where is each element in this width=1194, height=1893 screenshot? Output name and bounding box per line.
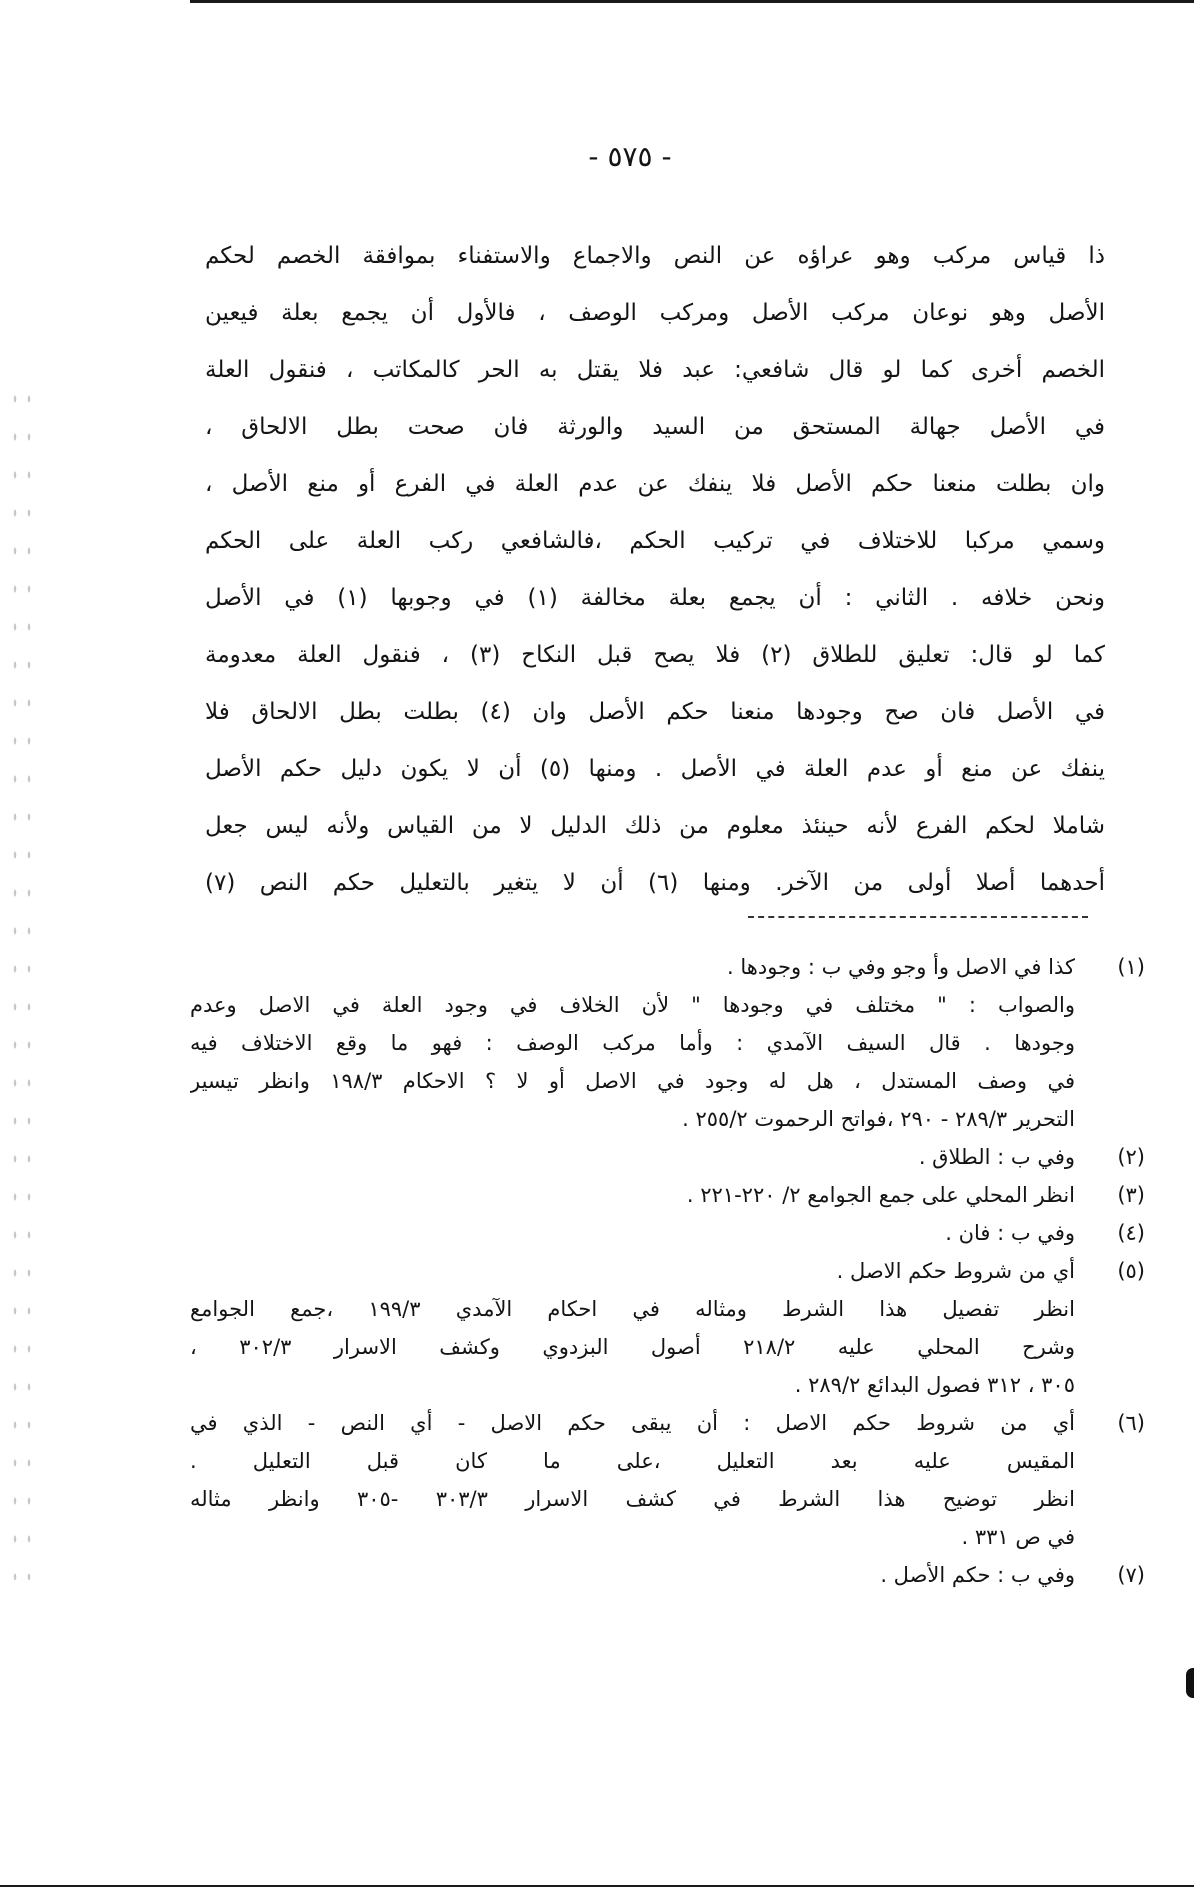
main-text-line: أحدهما أصلا أولى من الآخر. ومنها (٦) أن لا يتغير بالتعليل حكم النص (٧)	[205, 870, 1105, 896]
main-text-line: الأصل وهو نوعان مركب الأصل ومركب الوصف ، فالأول أن يجمع بعلة فيعين	[205, 300, 1105, 326]
footnote-number: (٣)	[1117, 1183, 1145, 1207]
footnote-line: أي من شروط حكم الاصل .	[836, 1259, 1075, 1283]
main-text-line: في الأصل جهالة المستحق من السيد والورثة فان صحت بطل الالحاق ،	[205, 414, 1105, 440]
footnote-number: (٧)	[1117, 1563, 1145, 1587]
footnote-line: كذا في الاصل وأ وجو وفي ب : وجودها .	[727, 955, 1075, 979]
footnote-number: (٢)	[1117, 1145, 1145, 1169]
scan-speckle-margin	[8, 380, 38, 1580]
footnote	[190, 1138, 1145, 1176]
main-text-line: ذا قياس مركب وهو عراؤه عن النص والاجماع والاستفناء بموافقة الخصم لحكم	[205, 243, 1105, 269]
main-text-line: وان بطلت منعنا حكم الأصل فلا ينفك عن عدم العلة في الفرع أو منع الأصل ،	[205, 471, 1105, 497]
footnote-line: في وصف المستدل ، هل له وجود في الاصل أو لا ؟ الاحكام ١٩٨/٣ وانظر تيسير	[190, 1069, 1075, 1093]
main-text-line: كما لو قال: تعليق للطلاق (٢) فلا يصح قبل النكاح (٣) ، فنقول العلة معدومة	[205, 642, 1105, 668]
footnote-line: وفي ب : حكم الأصل .	[880, 1563, 1075, 1587]
page-edge-tab	[1186, 1668, 1194, 1698]
footnote-body	[190, 1556, 1075, 1594]
main-text-line: وسمي مركبا للاختلاف في تركيب الحكم ،فالشافعي ركب العلة على الحكم	[205, 528, 1105, 554]
footnote-line: المقيس عليه بعد التعليل ،على ما كان قبل التعليل .	[190, 1449, 1075, 1473]
footnote-line: في ص ٣٣١ .	[961, 1525, 1075, 1549]
footnote-body	[190, 1138, 1075, 1176]
footnote-line: وجودها . قال السيف الآمدي : وأما مركب الوصف : فهو ما وقع الاختلاف فيه	[190, 1031, 1075, 1055]
footnote-line: انظر توضيح هذا الشرط في كشف الاسرار ٣٠٣/٣ -٣٠٥ وانظر مثاله	[190, 1487, 1075, 1511]
footnote-line: أي من شروط حكم الاصل : أن يبقى حكم الاصل - أي النص - الذي في	[190, 1411, 1075, 1435]
footnote	[190, 1176, 1145, 1214]
main-text-line: ينفك عن منع أو عدم العلة في الأصل . ومنها (٥) أن لا يكون دليل حكم الأصل	[205, 756, 1105, 782]
main-text-line: ونحن خلافه . الثاني : أن يجمع بعلة مخالفة (١) في وجوبها (١) في الأصل	[205, 585, 1105, 611]
footnote	[190, 1252, 1145, 1404]
footnote	[190, 1556, 1145, 1594]
main-text-body	[205, 228, 1105, 912]
top-scan-edge	[190, 0, 1194, 3]
footnote	[190, 1404, 1145, 1556]
page-number: - ٥٧٥ -	[588, 140, 672, 173]
footnote-number: (٦)	[1117, 1411, 1145, 1435]
footnote-line: ٣٠٥ ، ٣١٢ فصول البدائع ٢٨٩/٢ .	[794, 1373, 1075, 1397]
main-text-line: في الأصل فان صح وجودها منعنا حكم الأصل وان (٤) بطلت بطل الالحاق فلا	[205, 699, 1105, 725]
footnote-number: (١)	[1117, 955, 1145, 979]
footnote-body	[190, 1404, 1075, 1556]
footnote-line: انظر تفصيل هذا الشرط ومثاله في احكام الآمدي ١٩٩/٣ ،جمع الجوامع	[190, 1297, 1075, 1321]
bottom-scan-edge	[0, 1885, 1194, 1887]
main-text-line: الخصم أخرى كما لو قال شافعي: عبد فلا يقتل به الحر كالمكاتب ، فنقول العلة	[205, 357, 1105, 383]
footnote-number: (٤)	[1117, 1221, 1145, 1245]
footnote-line: وفي ب : فان .	[945, 1221, 1075, 1245]
footnote-line: التحرير ٢٨٩/٣ - ٢٩٠ ،فواتح الرحموت ٢٥٥/٢ .	[682, 1107, 1075, 1131]
footnote	[190, 948, 1145, 1138]
footnote-body	[190, 1214, 1075, 1252]
footnotes-section	[190, 948, 1145, 1594]
footnote-line: والصواب : " مختلف في وجودها " لأن الخلاف في وجود العلة في الاصل وعدم	[190, 993, 1075, 1017]
footnote-line: وشرح المحلي عليه ٢١٨/٢ أصول البزدوي وكشف الاسرار ٣٠٢/٣ ،	[190, 1335, 1075, 1359]
main-text-line: شاملا لحكم الفرع لأنه حينئذ معلوم من ذلك الدليل لا من القياس ولأنه ليس جعل	[205, 813, 1105, 839]
footnote	[190, 1214, 1145, 1252]
footnote-number: (٥)	[1117, 1259, 1145, 1283]
footnote-separator	[748, 916, 1088, 918]
footnote-body	[190, 1176, 1075, 1214]
footnote-body	[190, 1252, 1075, 1404]
footnote-body	[190, 948, 1075, 1138]
footnote-line: وفي ب : الطلاق .	[918, 1145, 1075, 1169]
footnote-line: انظر المحلي على جمع الجوامع ٢/ ٢٢٠-٢٢١ .	[686, 1183, 1075, 1207]
